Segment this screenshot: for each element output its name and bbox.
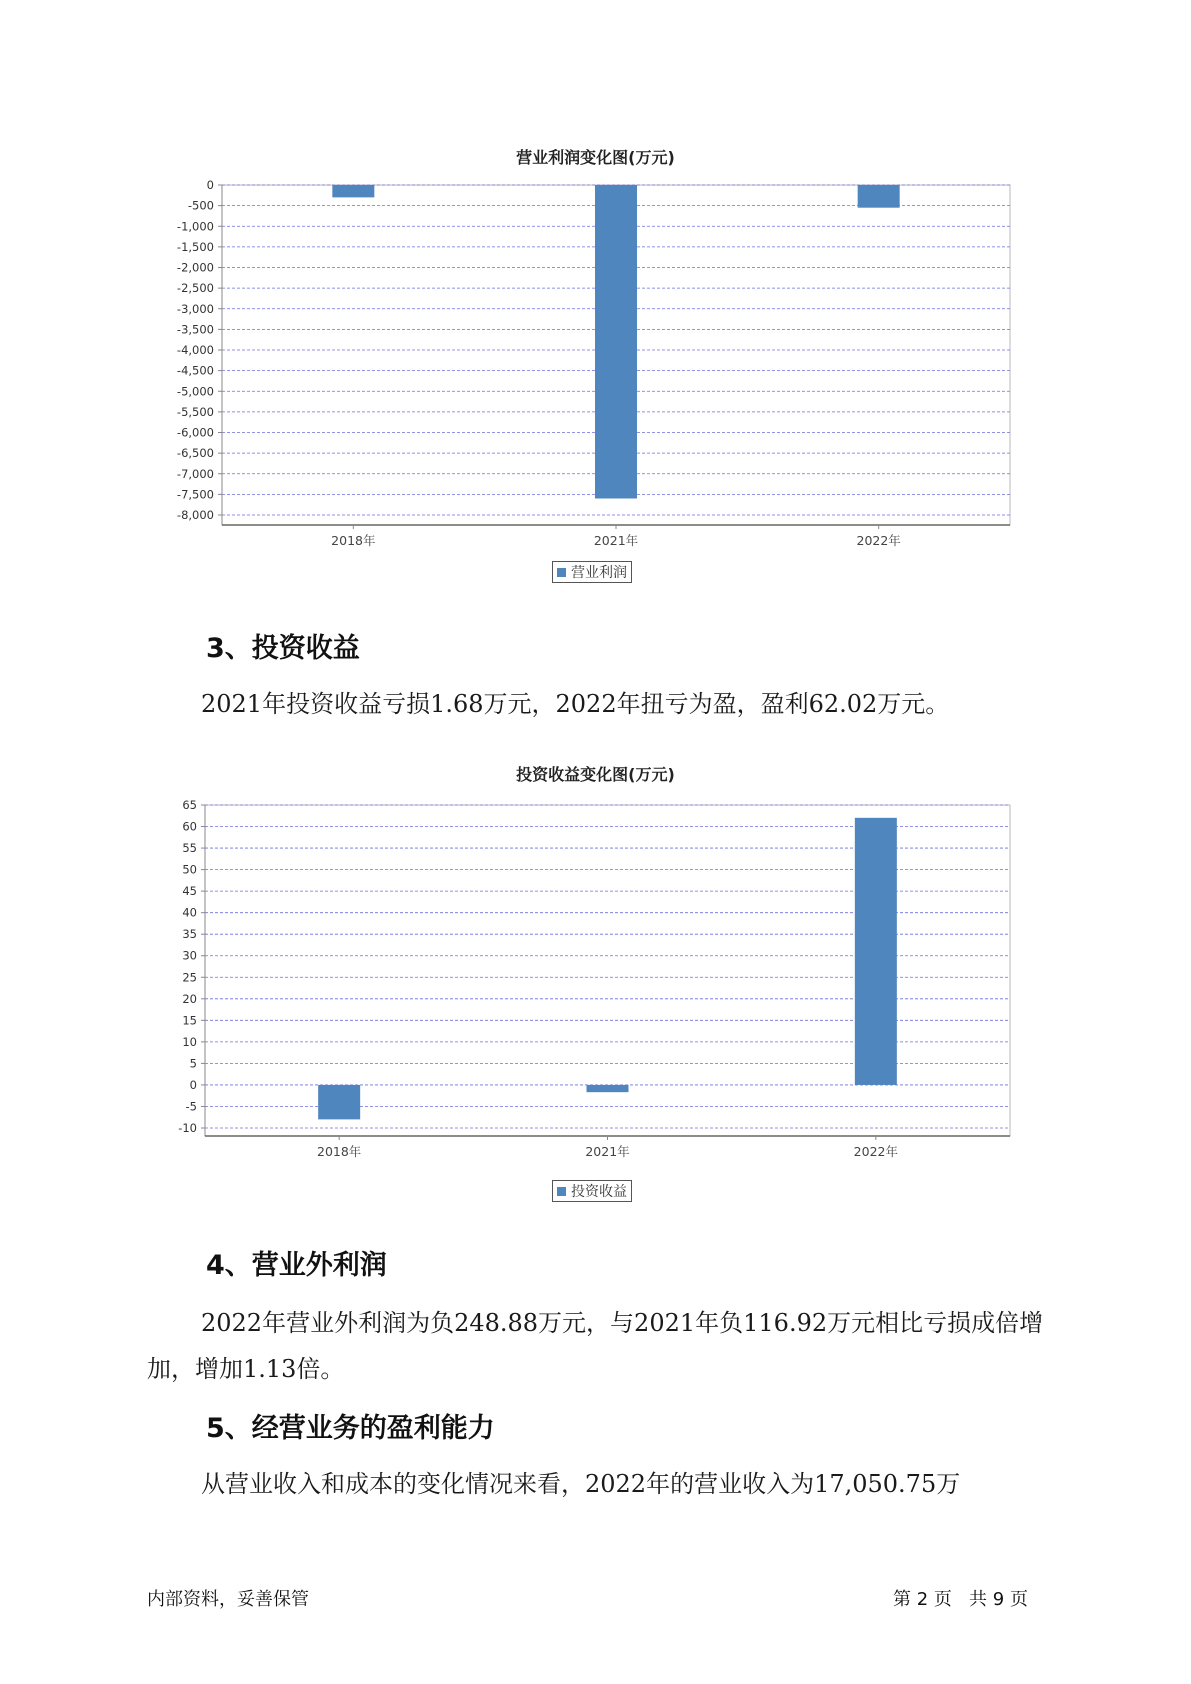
y-tick-label: 25 — [182, 970, 197, 985]
y-tick-label: 35 — [182, 927, 197, 942]
y-tick-label: -6,500 — [176, 446, 214, 461]
operating-profit-chart — [0, 170, 1191, 548]
section-4-heading: 4、营业外利润 — [206, 1250, 387, 1281]
x-tick-label: 2022年 — [853, 1144, 898, 1159]
y-tick-label: -3,500 — [176, 322, 214, 337]
y-tick-label: -500 — [187, 198, 214, 213]
y-tick-label: 50 — [182, 862, 197, 877]
x-tick-label: 2022年 — [856, 533, 901, 548]
x-tick-label: 2018年 — [331, 533, 376, 548]
bar-2021年 — [595, 185, 637, 499]
y-tick-label: -5,000 — [176, 384, 214, 399]
y-tick-label: 10 — [182, 1034, 197, 1049]
chart1-title: 营业利润变化图(万元) — [516, 148, 675, 167]
y-tick-label: -4,500 — [176, 363, 214, 378]
x-tick-label: 2018年 — [317, 1144, 362, 1159]
legend-swatch — [557, 1187, 566, 1196]
y-tick-label: 5 — [189, 1056, 197, 1071]
y-tick-label: -2,000 — [176, 260, 214, 275]
y-tick-label: -3,000 — [176, 301, 214, 316]
section-5-text: 从营业收入和成本的变化情况来看，2022年的营业收入为17,050.75万 — [201, 1470, 961, 1498]
y-tick-label: -6,000 — [176, 425, 214, 440]
y-tick-label: 60 — [182, 819, 197, 834]
y-tick-label: 15 — [182, 1013, 197, 1028]
section-3-heading: 3、投资收益 — [206, 633, 360, 664]
y-tick-label: -1,000 — [176, 219, 214, 234]
y-tick-label: 45 — [182, 884, 197, 899]
section-3-text: 2021年投资收益亏损1.68万元，2022年扭亏为盈，盈利62.02万元。 — [201, 690, 950, 718]
bar-2021年 — [587, 1085, 629, 1092]
bar-2022年 — [855, 818, 897, 1085]
section-5-heading: 5、经营业务的盈利能力 — [206, 1413, 495, 1444]
page-number: 第 2 页 共 9 页 — [893, 1589, 1028, 1610]
y-tick-label: -7,500 — [176, 487, 214, 502]
bar-2018年 — [318, 1085, 360, 1119]
y-tick-label: 40 — [182, 905, 197, 920]
y-tick-label: 0 — [206, 178, 214, 192]
y-tick-label: -8,000 — [176, 508, 214, 522]
y-tick-label: 0 — [189, 1077, 197, 1092]
y-tick-label: 65 — [182, 798, 197, 812]
y-tick-label: -5,500 — [176, 404, 214, 419]
chart2-title: 投资收益变化图(万元) — [516, 765, 675, 784]
y-tick-label: 20 — [182, 991, 197, 1006]
footer-note: 内部资料，妥善保管 — [147, 1589, 309, 1610]
bar-2022年 — [858, 185, 900, 208]
chart1-legend — [552, 561, 632, 583]
y-tick-label: -2,500 — [176, 281, 214, 296]
bar-2018年 — [332, 185, 374, 197]
y-tick-label: 55 — [182, 841, 197, 856]
y-tick-label: 30 — [182, 948, 197, 963]
y-tick-label: -7,000 — [176, 466, 214, 481]
x-tick-label: 2021年 — [593, 533, 639, 548]
chart2-legend-label: 投资收益 — [571, 1184, 627, 1200]
section-4-text: 2022年营业外利润为负248.88万元，与2021年负116.92万元相比亏损成倍增加，增加1.13倍。 — [147, 1309, 1044, 1383]
chart1-legend-label: 营业利润 — [571, 565, 627, 581]
legend-swatch — [557, 568, 566, 577]
y-tick-label: -5 — [185, 1099, 197, 1114]
y-tick-label: -10 — [178, 1121, 197, 1135]
x-tick-label: 2021年 — [585, 1144, 630, 1159]
y-tick-label: -1,500 — [176, 239, 214, 254]
y-tick-label: -4,000 — [176, 343, 214, 357]
investment-income-chart — [0, 795, 1191, 1165]
chart2-legend — [552, 1180, 632, 1202]
